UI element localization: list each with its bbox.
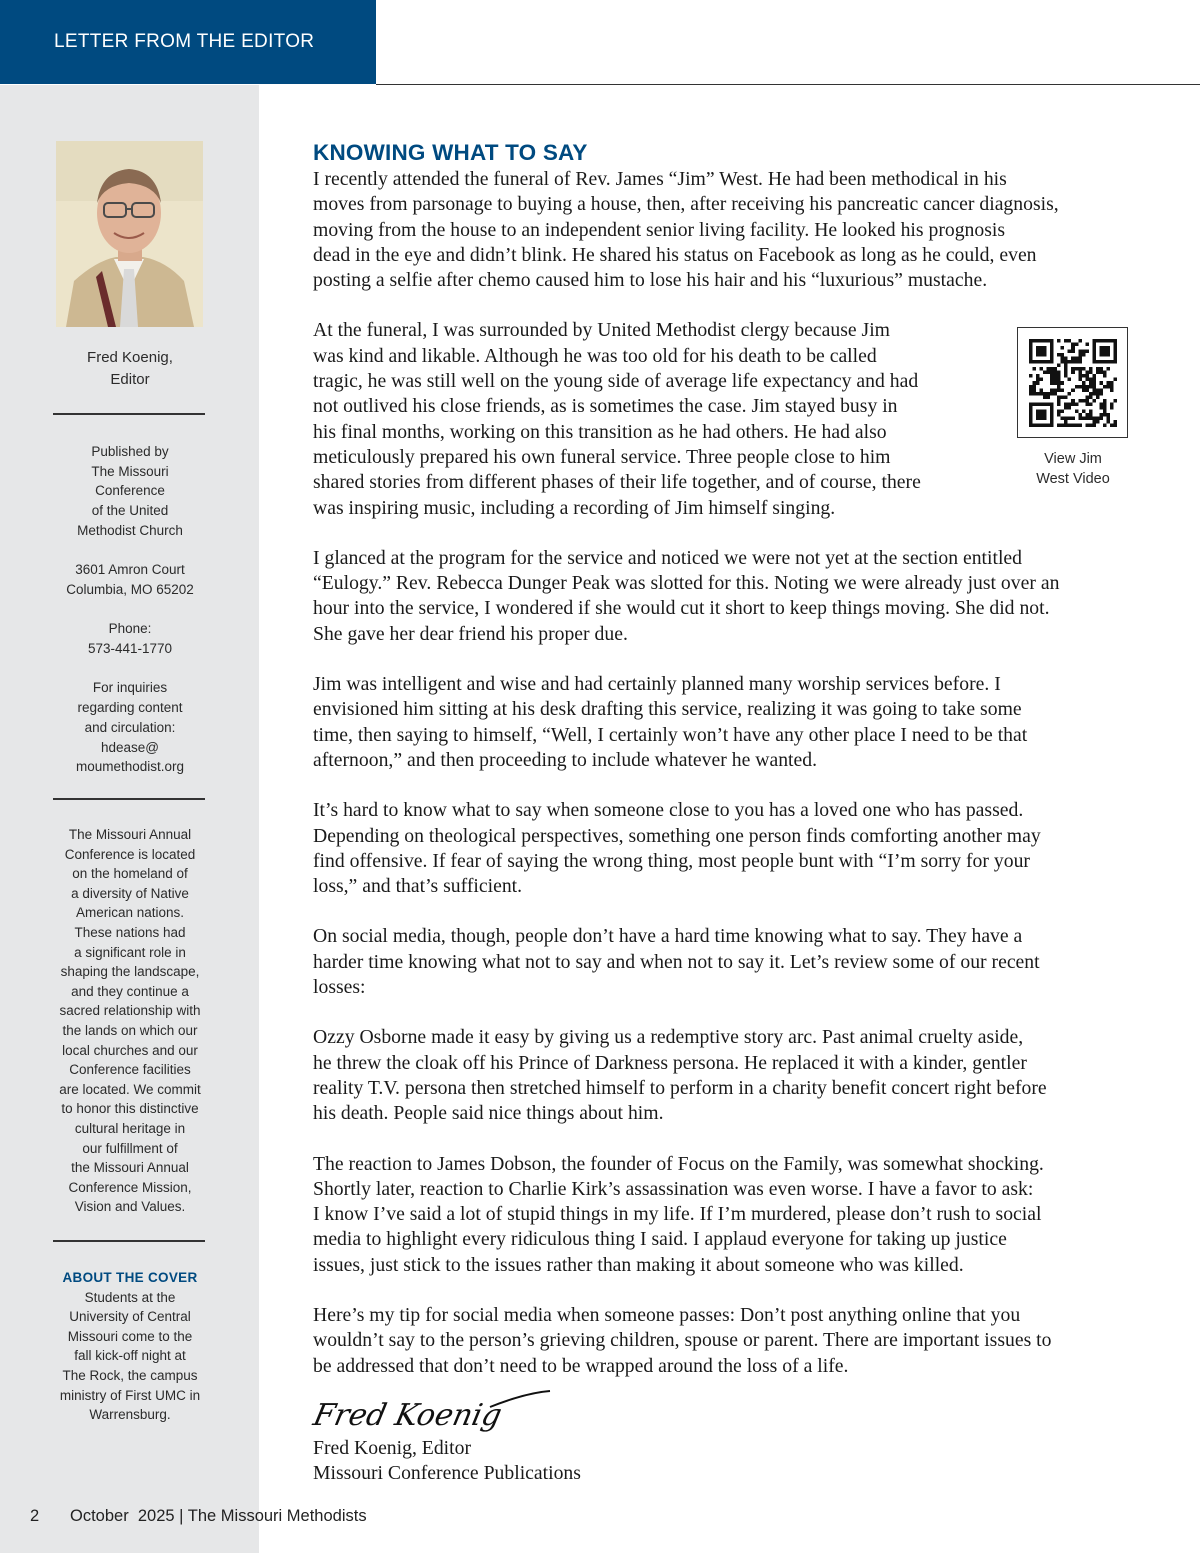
address-line: Columbia, MO 65202	[66, 581, 194, 597]
cover-line: The Rock, the campus	[62, 1367, 198, 1383]
land-line: shaping the landscape,	[60, 964, 200, 980]
cover-line: Warrensburg.	[89, 1407, 171, 1423]
paragraph-line: At the funeral, I was surrounded by United Methodist clergy because Jim	[313, 319, 890, 342]
paragraph-line: was inspiring music, including a recording of Jim himself singing.	[313, 496, 836, 519]
sign-name: Fred Koenig, Editor	[313, 1437, 472, 1459]
address-line: 3601 Amron Court	[75, 562, 185, 578]
paragraph-line: tragic, he was still well on the young side of average life expectancy and had	[313, 370, 919, 393]
article-body	[313, 167, 1133, 1379]
paragraph-line: Depending on theological perspectives, something one person finds comforting another may	[313, 824, 1041, 847]
land-acknowledgement	[40, 825, 220, 1217]
paragraph-line: hour into the service, I wondered if she would cut it short to keep things moving. She did not.	[313, 597, 1050, 620]
article-paragraph	[313, 318, 1133, 520]
article-paragraph	[313, 798, 1133, 899]
land-line: Conference Mission,	[68, 1179, 192, 1195]
inquiry-email[interactable]: hdease@	[101, 739, 159, 755]
cover-line: Students at the	[84, 1289, 176, 1305]
sidebar	[0, 85, 259, 1553]
land-line: Vision and Values.	[74, 1199, 186, 1215]
land-line: Conference facilities	[69, 1062, 191, 1078]
qr-caption-line: West Video	[1036, 471, 1110, 487]
land-line: are located. We commit	[59, 1081, 201, 1097]
signature-text: Fred Koenig	[310, 1398, 505, 1433]
land-line: the lands on which our	[62, 1022, 198, 1038]
land-line: Conference is located	[64, 846, 196, 862]
article-paragraph	[313, 672, 1133, 773]
phone-label: Phone:	[108, 621, 152, 637]
paragraph-line: envisioned him sitting at his desk drafting this service, realizing it was going to take some	[313, 698, 1022, 721]
inquiry-line: For inquiries	[92, 680, 168, 696]
qr-caption-line: View Jim	[1044, 451, 1102, 467]
sign-off	[313, 1436, 581, 1486]
paragraph-line: wouldn’t say to the person’s grieving children, spouse or parent. There are important issues to	[313, 1329, 1052, 1352]
qr-code-icon	[1029, 339, 1117, 427]
paragraph-line: his final months, working on this transition as he had others. He had also	[313, 420, 887, 443]
inquiry-line: and circulation:	[84, 719, 176, 735]
land-line: our fulfillment of	[82, 1140, 178, 1156]
publication-name: The Missouri Methodists	[187, 1507, 367, 1525]
qr-code[interactable]	[1017, 327, 1128, 438]
land-line: a significant role in	[74, 944, 186, 960]
land-line: These nations had	[74, 924, 186, 940]
land-line: a diversity of Native	[71, 885, 189, 901]
paragraph-line: shared stories from different phases of their life together, and of course, there	[313, 471, 921, 494]
paragraph-line: meticulously prepared his own funeral service. Three people close to him	[313, 445, 891, 468]
publisher-line: of the United	[91, 503, 169, 519]
land-line: cultural heritage in	[74, 1120, 186, 1136]
inquiry-email[interactable]: moumethodist.org	[75, 759, 185, 775]
publisher-line: Methodist Church	[77, 522, 183, 538]
section-header	[0, 0, 376, 84]
land-line: and they continue a	[71, 983, 189, 999]
article-paragraph	[313, 1025, 1133, 1126]
sign-organization: Missouri Conference Publications	[313, 1462, 581, 1484]
land-line: American nations.	[75, 905, 185, 921]
paragraph-line: harder time knowing what not to say and when not to say it. Let’s review some of our recent	[313, 950, 1040, 973]
paragraph-line: his death. People said nice things about him.	[313, 1102, 664, 1125]
paragraph-line: On social media, though, people don’t have a hard time knowing what to say. They have a	[313, 925, 1023, 948]
cover-line: fall kick-off night at	[74, 1348, 186, 1364]
publisher-info	[40, 442, 220, 797]
paragraph-line: moving from the house to an independent senior living facility. He looked his prognosis	[313, 218, 1006, 241]
issue-date: October 2025	[70, 1507, 175, 1525]
publisher-line: Published by	[91, 444, 169, 459]
land-line: local churches and our	[62, 1042, 198, 1058]
article-title: KNOWING WHAT TO SAY	[313, 140, 588, 165]
article-paragraph	[313, 546, 1133, 647]
paragraph-line: “Eulogy.” Rev. Rebecca Dunger Peak was slotted for this. Noting we were already just over an	[313, 572, 1060, 595]
header-rule	[376, 84, 1200, 85]
editor-letter	[313, 139, 1133, 1404]
paragraph-line: The reaction to James Dobson, the founder of Focus on the Family, was somewhat shocking.	[313, 1152, 1044, 1175]
paragraph-line: posting a selfie after chemo caused him to lose his hair and his “luxurious” mustache.	[313, 269, 988, 292]
paragraph-line: not outlived his close friends, as is sometimes the case. Jim stayed busy in	[313, 395, 898, 418]
qr-caption	[1014, 449, 1132, 489]
divider	[53, 798, 205, 800]
paragraph-line: Here’s my tip for social media when someone passes: Don’t post anything online that you	[313, 1303, 1021, 1326]
paragraph-line: It’s hard to know what to say when someone close to you has a loved one who has passed.	[313, 799, 1024, 822]
page-number: 2	[30, 1507, 40, 1525]
paragraph-line: was kind and likable. Although he was too old for his death to be called	[313, 344, 877, 367]
caption-line: Fred Koenig,	[87, 349, 173, 366]
paragraph-line: be addressed that don’t need to be wrapped around the loss of a life.	[313, 1354, 849, 1377]
land-line: on the homeland of	[72, 866, 188, 882]
land-line: the Missouri Annual	[71, 1160, 189, 1176]
paragraph-line: loss,” and that’s sufficient.	[313, 875, 523, 898]
paragraph-line: he threw the cloak off his Prince of Darkness persona. He replaced it with a kinder, gentler	[313, 1051, 1027, 1074]
editor-photo	[56, 141, 203, 327]
paragraph-line: time, then saying to himself, “Well, I certainly won’t have any other place I need to be that	[313, 723, 1028, 746]
paragraph-line: She gave her dear friend his proper due.	[313, 622, 628, 645]
editor-signature	[310, 1387, 560, 1442]
cover-line: University of Central	[69, 1309, 191, 1325]
section-label: LETTER FROM THE EDITOR	[54, 31, 315, 52]
cover-title: ABOUT THE COVER	[62, 1270, 198, 1285]
land-line: The Missouri Annual	[68, 827, 192, 842]
paragraph-line: media to highlight every ridiculous thing I said. I applaud everyone for taking up justice	[313, 1228, 1007, 1251]
about-the-cover	[40, 1268, 220, 1425]
article-paragraph	[313, 924, 1133, 1000]
footer-separator: |	[179, 1507, 184, 1525]
paragraph-line: Jim was intelligent and wise and had certainly planned many worship services before. I	[313, 673, 1001, 696]
paragraph-line: losses:	[313, 976, 366, 999]
paragraph-line: I recently attended the funeral of Rev. James “Jim” West. He had been methodical in his	[313, 168, 1007, 190]
paragraph-line: dead in the eye and didn’t blink. He shared his status on Facebook as long as he could, even	[313, 243, 1037, 266]
land-line: to honor this distinctive	[61, 1101, 199, 1117]
cover-line: ministry of First UMC in	[59, 1387, 201, 1403]
paragraph-line: Ozzy Osborne made it easy by giving us a redemptive story arc. Past animal cruelty aside,	[313, 1026, 1024, 1049]
divider	[53, 1240, 205, 1242]
paragraph-line: Shortly later, reaction to Charlie Kirk’s assassination was even worse. I have a favor to ask:	[313, 1177, 1034, 1200]
land-line: sacred relationship with	[59, 1003, 201, 1019]
page-footer	[30, 1507, 367, 1526]
paragraph-line: moves from parsonage to buying a house, then, after receiving his pancreatic cancer diagnosis,	[313, 193, 1059, 216]
paragraph-line: I know I’ve said a lot of stupid things in my life. If I’m murdered, please don’t rush to social	[313, 1203, 1042, 1226]
article-paragraph	[313, 167, 1133, 293]
article-paragraph	[313, 1152, 1133, 1278]
paragraph-line: issues, just stick to the issues rather than making it about someone who was killed.	[313, 1253, 964, 1276]
publisher-line: Conference	[95, 483, 165, 499]
paragraph-line: reality T.V. persona then stretched himself to perform in a charity benefit concert right before	[313, 1076, 1047, 1099]
caption-line: Editor	[110, 371, 150, 388]
cover-line: Missouri come to the	[67, 1328, 193, 1344]
paragraph-line: I glanced at the program for the service and noticed we were not yet at the section entitled	[313, 546, 1023, 569]
photo-caption	[40, 347, 220, 391]
publisher-line: The Missouri	[91, 463, 169, 479]
inquiry-line: regarding content	[77, 700, 183, 716]
article-paragraph	[313, 1303, 1133, 1379]
paragraph-line: afternoon,” and then proceeding to include whatever he wanted.	[313, 748, 818, 771]
paragraph-line: find offensive. If fear of saying the wrong thing, most people bunt with “I’m sorry for your	[313, 849, 1030, 872]
phone-number: 573-441-1770	[87, 641, 173, 656]
divider	[53, 413, 205, 415]
